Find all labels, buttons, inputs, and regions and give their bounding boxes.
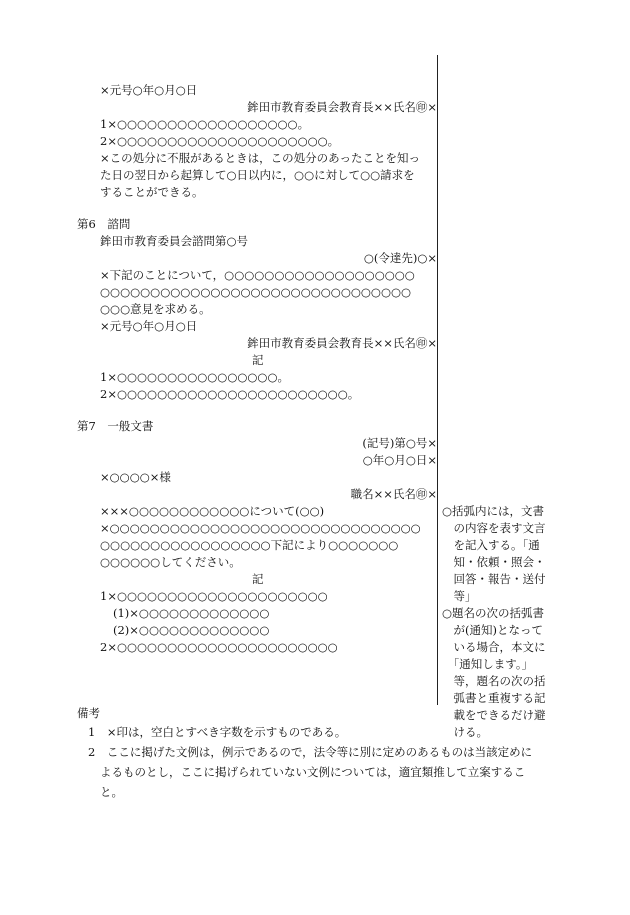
section7-number: (記号)第○号× — [362, 436, 437, 450]
side-note-line: 回答・報告・送付 — [442, 572, 546, 586]
section6-date: ×元号○年○月○日 — [100, 319, 198, 333]
section7-recipient: ×○○○○×様 — [100, 470, 171, 484]
side-note-line: いる場合，本文に — [442, 640, 546, 654]
side-note-line: 「通知します。」 — [442, 657, 534, 671]
section6-item-2: 2×○○○○○○○○○○○○○○○○○○○○○○○。 — [100, 387, 360, 401]
remarks-line: 2 ここに掲げた文例は，例示であるので，法令等に別に定めのあるものは当該定めに — [88, 745, 533, 759]
side-note — [442, 503, 622, 741]
side-note-line: 等，題名の次の括 — [442, 674, 546, 688]
remarks-line: と。 — [100, 785, 123, 799]
side-note-line: ○題名の次の括弧書 — [442, 606, 545, 620]
section7-body-line: ○○○○○○○○○○○○○○○○○下記により○○○○○○○ — [100, 538, 399, 552]
section6-ki: 記 — [252, 353, 264, 367]
section7-item-2: 2×○○○○○○○○○○○○○○○○○○○○○○ — [100, 640, 338, 654]
remarks-line: よるものとし，ここに掲げられていない文例については，適宜類推して立案するこ — [100, 765, 526, 779]
block5-notice-line: することができる。 — [100, 185, 204, 199]
block5-date: ×元号○年○月○日 — [100, 83, 198, 97]
section6-body-line: ○○○意見を求める。 — [100, 302, 211, 316]
side-note-line: 載をできるだけ避 — [442, 708, 546, 722]
section6-item-1: 1×○○○○○○○○○○○○○○○○。 — [100, 370, 290, 384]
section7-date: ○年○月○日× — [362, 453, 437, 467]
block5-notice-line: ×この処分に不服があるときは，この処分のあったことを知っ — [100, 151, 421, 165]
section6-addressee: ○(令達先)○× — [363, 251, 437, 265]
remarks-title: 備考 — [77, 706, 100, 720]
side-note-line: を記入する。「通 — [442, 538, 540, 552]
section7-body-line: ×○○○○○○○○○○○○○○○○○○○○○○○○○○○○○○○ — [100, 521, 421, 535]
section6-body-line: ○○○○○○○○○○○○○○○○○○○○○○○○○○○○○○○ — [100, 285, 412, 299]
block5-issuer: 鉾田市教育委員会教育長××氏名㊞× — [247, 100, 437, 114]
column-divider — [437, 55, 438, 705]
section6-body-line: ×下記のことについて，○○○○○○○○○○○○○○○○○○○ — [100, 268, 415, 282]
section7-body-line: ○○○○○○してください。 — [100, 555, 241, 569]
side-note-line: 知・依頼・照会・ — [442, 555, 546, 569]
side-note-line: が(通知)となって — [442, 623, 543, 637]
side-note-line: ○括弧内には，文書 — [442, 504, 545, 518]
section7-item-1: 1×○○○○○○○○○○○○○○○○○○○○○ — [100, 589, 328, 603]
block5-item-2: 2×○○○○○○○○○○○○○○○○○○○○○。 — [100, 134, 340, 148]
section6-issuer: 鉾田市教育委員会教育長××氏名㊞× — [247, 336, 437, 350]
section7-item-1-sub-2: (2)×○○○○○○○○○○○○○ — [113, 623, 270, 637]
section7-item-1-sub-1: (1)×○○○○○○○○○○○○○ — [113, 606, 270, 620]
section6-heading: 第6 諮問 — [77, 217, 131, 231]
side-note-line: 弧書と重複する記 — [442, 691, 546, 705]
section7-ki: 記 — [252, 572, 264, 586]
section7-subject: ×××○○○○○○○○○○○○について(○○) — [100, 504, 325, 518]
side-note-line: 等」 — [442, 589, 477, 603]
block5-notice-line: た日の翌日から起算して○日以内に，○○に対して○○請求を — [100, 168, 415, 182]
section7-heading: 第7 一般文書 — [77, 419, 154, 433]
section7-sender: 職名××氏名㊞× — [350, 487, 437, 501]
section6-doc-number: 鉾田市教育委員会諮問第○号 — [100, 234, 249, 248]
remarks-line: 1 ×印は，空白とすべき字数を示すものである。 — [88, 725, 347, 739]
side-note-line: ける。 — [442, 725, 488, 739]
block5-item-1: 1×○○○○○○○○○○○○○○○○○○。 — [100, 117, 310, 131]
side-note-line: の内容を表す文言 — [442, 521, 546, 535]
